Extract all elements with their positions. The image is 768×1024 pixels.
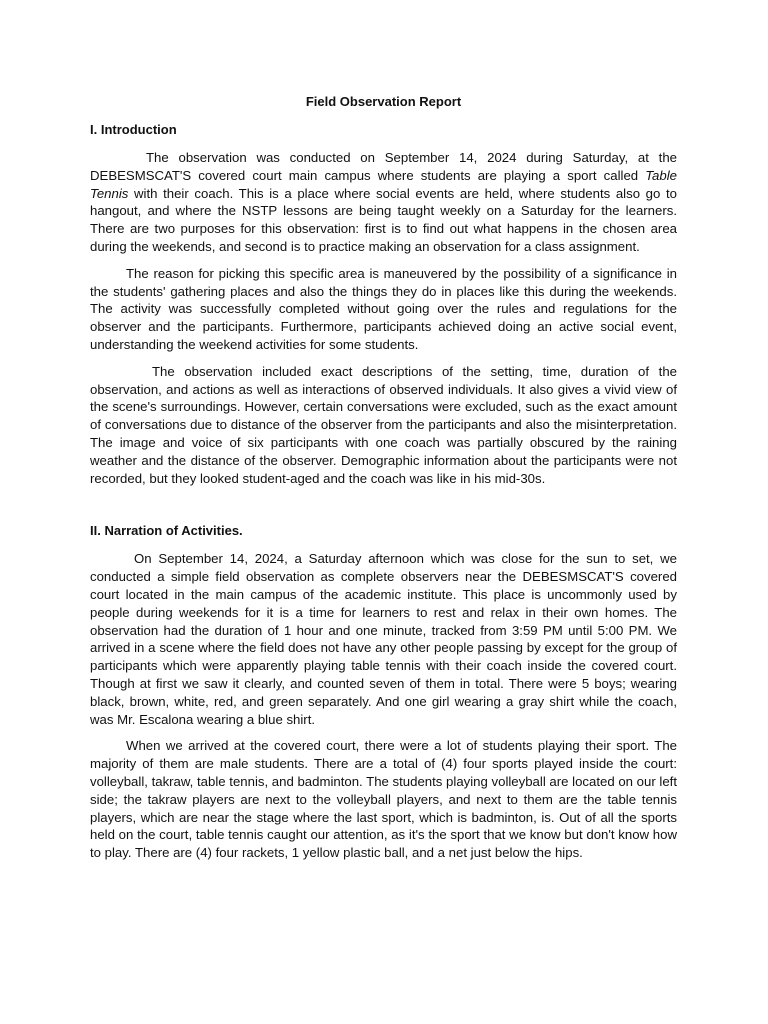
intro-p1-text-b: with their coach. This is a place where social events are held, where students also go to hangout, and where the NSTP lessons are being taught weekly on a Saturday for the learners. There are two purposes for this observation: first is to find out what happens in the chosen area during the weekends, and second is to practice making an observation for a class assignment. (90, 185, 677, 254)
section-heading-introduction: I. Introduction (90, 122, 177, 137)
intro-p1-italic-term: Table Tennis (90, 167, 677, 201)
narration-paragraph-2: When we arrived at the covered court, there were a lot of students playing their sport. The majority of them are male students. There are a total of (4) four sports played inside the court: volleyball, takraw, table tennis, and badminton. The students playing volleyball are located on our left side; the takraw players are next to the volleyball players, and next to them are the table tennis players, which are near the stage where the last sport, which is badminton, is. Out of all the sports held on the court, table tennis caught our attention, as it's the sport that we know but don't know how to play. There are (4) four rackets, 1 yellow plastic ball, and a net just below the hips. (90, 738, 677, 861)
introduction-paragraph-3: The observation included exact descriptions of the setting, time, duration of the observation, and actions as well as interactions of observed individuals. It also gives a vivid view of the scene's surroundings. However, certain conversations were excluded, such as the exact amount of conversations due to distance of the observer from the participants and also the misinterpretation. The image and voice of six participants with one coach was partially obscured by the raining weather and the distance of the observer. Demographic information about the participants were not recorded, but they looked student-aged and the coach was like in his mid-30s. (90, 363, 677, 486)
document-page (90, 93, 677, 871)
introduction-paragraph-1 (90, 149, 677, 256)
section-spacer (90, 496, 677, 522)
intro-p1-text-a: The observation was conducted on September 14, 2024 during Saturday, at the DEBESMSCAT'S covered court main campus where students are playing a sport called (90, 150, 677, 183)
narration-paragraph-1: On September 14, 2024, a Saturday afternoon which was close for the sun to set, we conducted a simple field observation as complete observers near the DEBESMSCAT'S covered court located in the main campus of the academic institute. This place is uncommonly used by people during weekends for it is a time for learners to rest and relax in their own homes. The observation had the duration of 1 hour and one minute, tracked from 3:59 PM until 5:00 PM. We arrived in a scene where the field does not have any other people passing by except for the group of participants which were apparently playing table tennis with their coach inside the covered court. Though at first we saw it clearly, and counted seven of them in total. There were 5 boys; wearing black, brown, white, red, and green separately. And one girl wearing a gray shirt while the coach, was Mr. Escalona wearing a blue shirt. (90, 551, 677, 727)
document-title: Field Observation Report (305, 94, 462, 109)
introduction-paragraph-2: The reason for picking this specific area is maneuvered by the possibility of a significance in the students' gathering places and also the things they do in places like this during the weekends. The activity was successfully completed without going over the rules and regulations for the observer and the participants. Furthermore, participants achieved doing an active social event, understanding the weekend activities for some students. (90, 265, 677, 352)
section-heading-narration: II. Narration of Activities. (90, 523, 243, 539)
